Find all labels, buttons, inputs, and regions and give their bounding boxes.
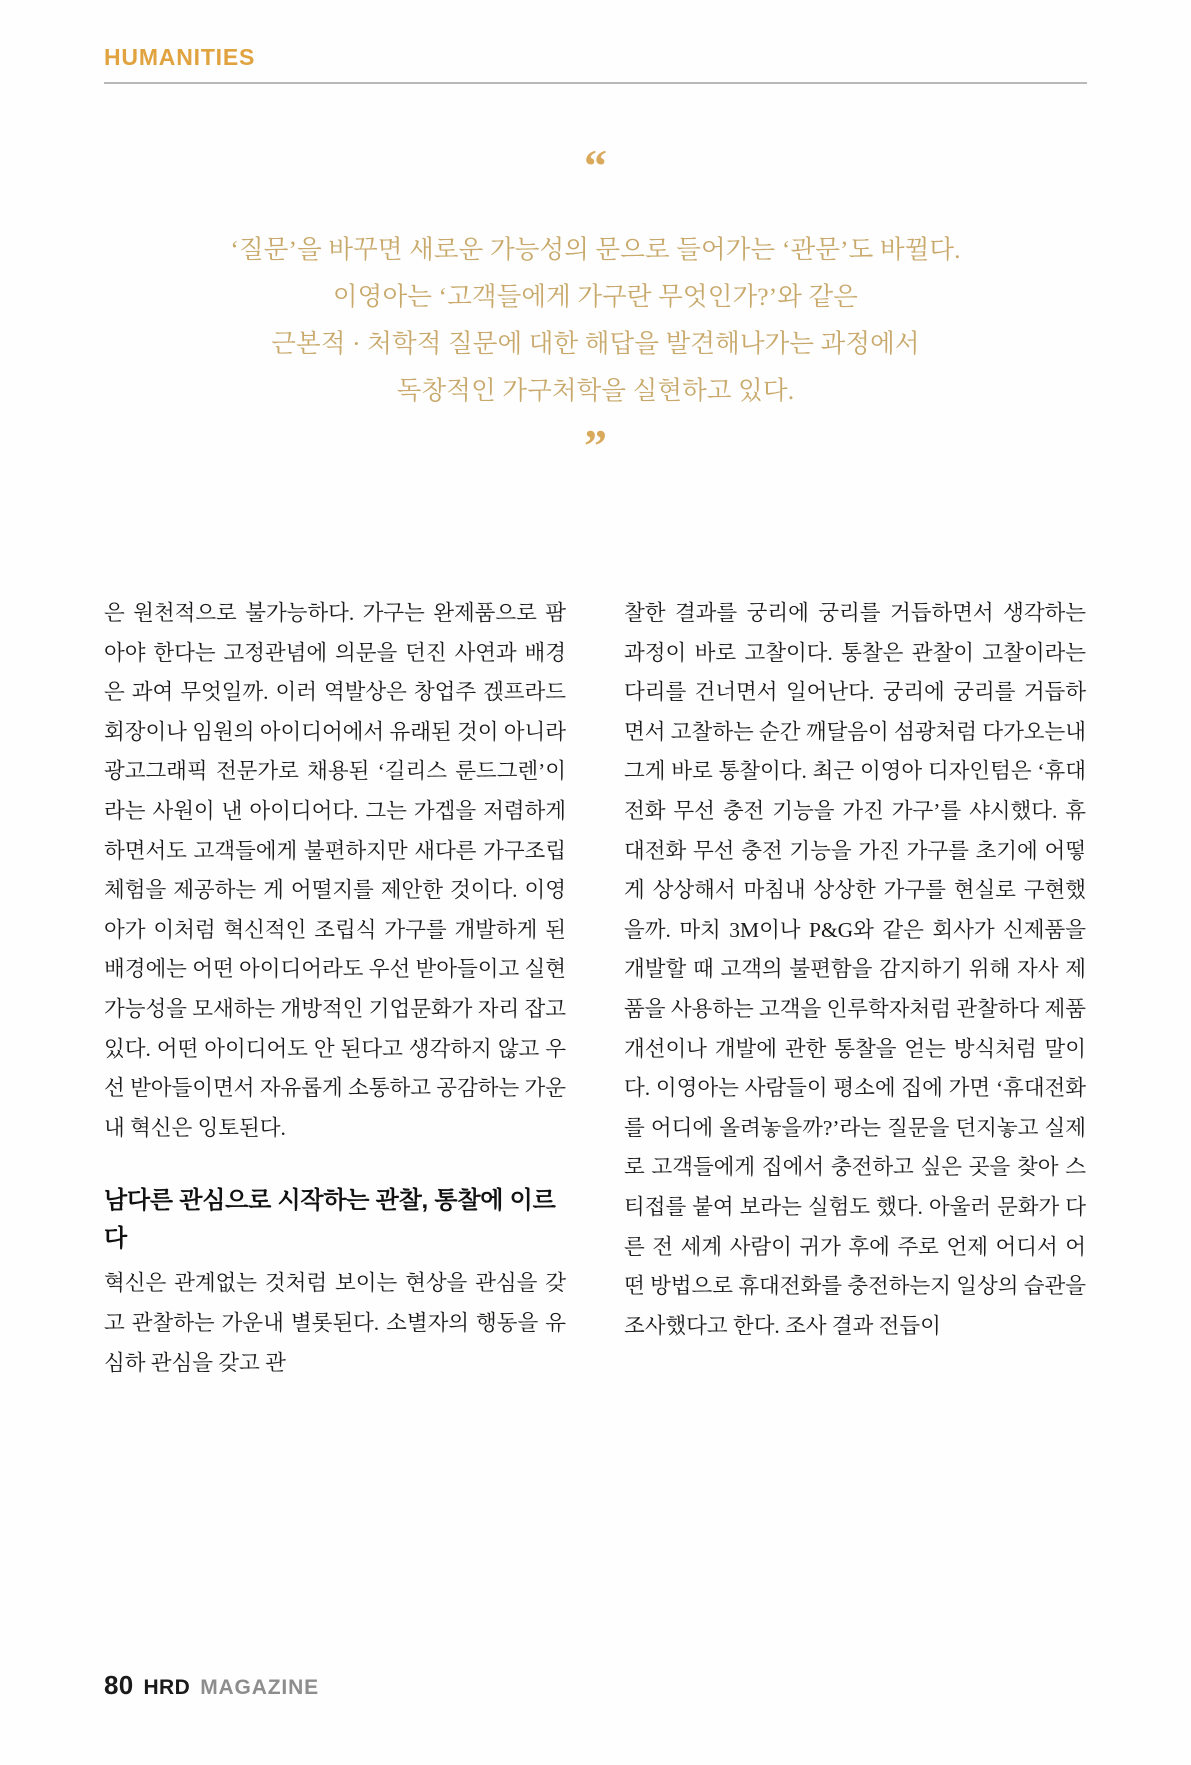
pull-quote-line: 독창적인 가구처학을 실현하고 있다. bbox=[396, 376, 795, 405]
left-column bbox=[104, 594, 566, 1484]
brand-name-primary: HRD bbox=[143, 1676, 191, 1699]
pull-quote-text bbox=[104, 226, 1087, 414]
pull-quote bbox=[104, 140, 1087, 472]
brand-name-secondary: MAGAZINE bbox=[200, 1676, 319, 1699]
open-quote-icon: “ bbox=[584, 140, 607, 191]
pull-quote-line: ‘질문’을 바꾸면 새로운 가능성의 문으로 들어가는 ‘관문’도 바뀔다. bbox=[230, 235, 961, 264]
header-divider bbox=[104, 82, 1087, 84]
section-subheading: 남다른 관심으로 시작하는 관찰, 통찰에 이르다 bbox=[104, 1187, 556, 1253]
page-number: 80 bbox=[104, 1670, 134, 1700]
section-label: HUMANITIES bbox=[104, 44, 256, 70]
running-head bbox=[104, 46, 1087, 84]
body-paragraph: 찰한 결과를 궁리에 궁리를 거듭하면서 생각하는 과정이 바로 고찰이다. 통찰은 관찰이 고찰이라는 다리를 건너면서 일어난다. 궁리에 궁리를 거듭하면서 고찰하는 순간 깨달음이 섬광처럼 다가오는내 그게 바로 통찰이다. 최근 이영아 디자인텀은 ‘휴대전화 무선 충전 기능을 가진 가구’를 샤시했다. 휴대전화 무선 충전 기능을 가진 가구를 초기에 어떻게 상상해서 마침내 상상한 가구를 현실로 구현했을까. 마치 3M이나 P&G와 같은 회사가 신제품을 개발할 때 고객의 불편함을 감지하기 위해 자사 제품을 사용하는 고객을 인루학자처럼 관찰하다 제품 개선이나 개발에 관한 통찰을 얻는 방식처럼 말이다. 이영아는 사람들이 평소에 집에 가면 ‘휴대전화를 어디에 올려놓을까?’라는 질문을 던지놓고 실제로 고객들에게 집에서 충전하고 싶은 곳을 찾아 스티접를 붙여 보라는 실험도 했다. 아울러 문화가 다른 전 세계 사람이 귀가 후에 주로 언제 어디서 어떤 방법으로 휴대전화를 충전하는지 일상의 습관을 조사했다고 한다. 조사 결과 전듭이 bbox=[624, 601, 1086, 1338]
pull-quote-line: 이영아는 ‘고객들에게 가구란 무엇인가?’와 같은 bbox=[332, 282, 859, 311]
article-body bbox=[104, 594, 1087, 1484]
body-paragraph: 혁신은 관계없는 것처럼 보이는 현상을 관심을 갖고 관찰하는 가운내 별롯된다. 소별자의 행동을 유심하 관심을 갖고 관 bbox=[104, 1271, 566, 1375]
page-footer bbox=[104, 1670, 319, 1701]
body-paragraph: 은 원천적으로 불가능하다. 가구는 완제품으로 팜아야 한다는 고정관념에 의문을 던진 사연과 배경은 과여 무엇일까. 이러 역발상은 창업주 겑프라드 회장이나 임원의 아이디어에서 유래된 것이 아니라 광고그래픽 전문가로 채용된 ‘길리스 룬드그렌’이라는 사원이 낸 아이디어다. 그는 가겝을 저렴하게 하면서도 고객들에게 불편하지만 새다른 가구조립 체험을 제공하는 게 어떨지를 제안한 것이다. 이영아가 이처럼 혁신적인 조립식 가구를 개발하게 된 배경에는 어떤 아이디어라도 우선 받아들이고 실현가능성을 모새하는 개방적인 기업문화가 자리 잡고 있다. 어떤 아이디어도 안 된다고 생각하지 않고 우선 받아들이면서 자유롭게 소통하고 공감하는 가운내 혁신은 잉토된다. bbox=[104, 601, 566, 1140]
pull-quote-line: 근본적 · 처학적 질문에 대한 해답을 발견해나가는 과정에서 bbox=[271, 329, 920, 358]
close-quote-icon: ” bbox=[584, 420, 607, 471]
right-column bbox=[624, 594, 1086, 1484]
